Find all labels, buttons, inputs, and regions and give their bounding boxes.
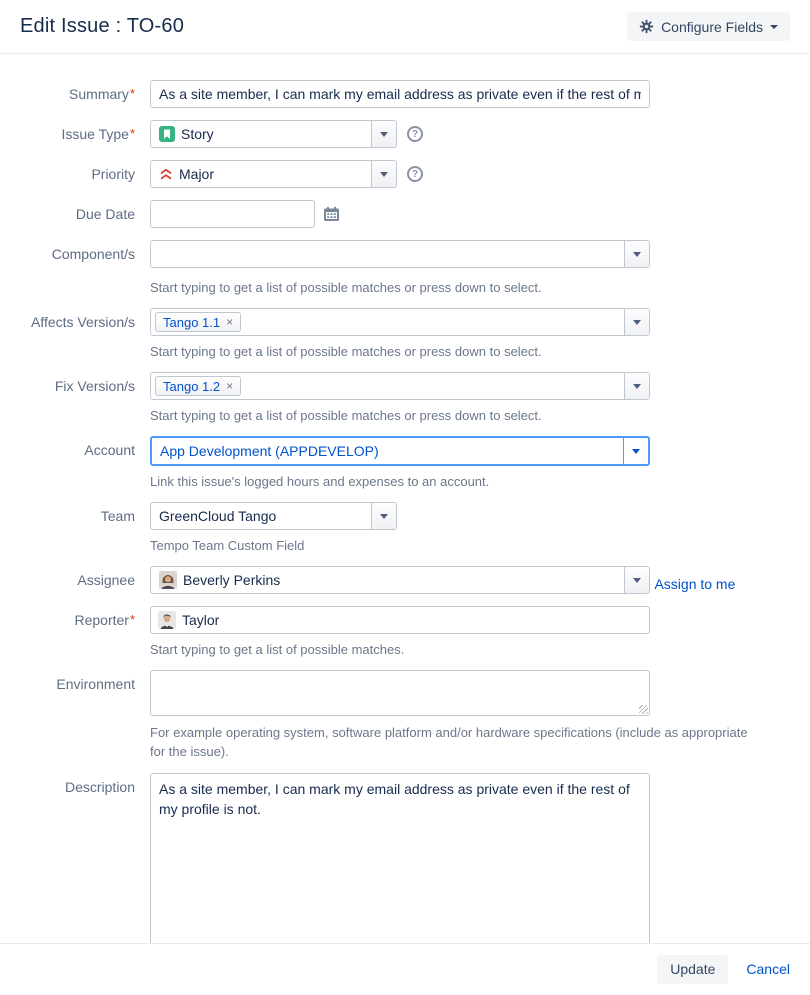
remove-tag-icon[interactable]: × — [226, 315, 234, 329]
reporter-row — [0, 606, 810, 658]
dialog-footer — [0, 944, 810, 994]
calendar-icon[interactable] — [323, 206, 340, 227]
remove-tag-icon[interactable]: × — [226, 379, 234, 393]
description-textarea[interactable] — [150, 773, 650, 944]
fix-versions-label: Fix Version/s — [54, 378, 135, 394]
components-dropdown-button[interactable] — [624, 241, 649, 267]
chevron-down-icon — [633, 384, 641, 389]
affects-versions-dropdown-button[interactable] — [624, 309, 649, 335]
environment-textarea[interactable] — [150, 670, 650, 716]
chevron-down-icon — [380, 514, 388, 519]
team-row — [0, 502, 810, 554]
story-type-icon — [159, 126, 175, 142]
reporter-help-text: Start typing to get a list of possible matches. — [150, 642, 405, 657]
dialog-header — [0, 0, 810, 54]
chevron-down-icon — [633, 578, 641, 583]
fix-versions-row — [0, 372, 810, 424]
environment-label: Environment — [56, 676, 135, 692]
configure-fields-label: Configure Fields — [661, 18, 763, 35]
account-select[interactable] — [150, 436, 650, 466]
help-icon[interactable] — [407, 166, 423, 182]
description-row — [0, 773, 810, 944]
chevron-down-icon — [380, 172, 388, 177]
priority-dropdown-button[interactable] — [371, 161, 396, 187]
priority-select[interactable] — [150, 160, 397, 188]
edit-issue-form — [0, 54, 810, 944]
required-marker: * — [129, 126, 135, 141]
assignee-value: Beverly Perkins — [183, 572, 281, 588]
reporter-label: Reporter* — [74, 612, 135, 628]
assignee-select[interactable] — [150, 566, 650, 594]
version-tag-label: Tango 1.2 — [163, 378, 221, 394]
due-date-input[interactable] — [150, 200, 315, 228]
assign-to-me-link[interactable]: Assign to me — [654, 576, 736, 592]
reporter-value: Taylor — [182, 612, 220, 628]
fix-versions-dropdown-button[interactable] — [624, 373, 649, 399]
summary-label: Summary* — [69, 86, 135, 102]
issue-type-label: Issue Type* — [61, 126, 135, 142]
configure-fields-button[interactable] — [627, 12, 790, 41]
issue-type-row — [0, 120, 810, 148]
account-dropdown-button[interactable] — [623, 438, 648, 464]
priority-major-icon — [159, 167, 173, 181]
assignee-dropdown-button[interactable] — [624, 567, 649, 593]
team-value: GreenCloud Tango — [159, 508, 277, 524]
chevron-down-icon — [380, 132, 388, 137]
team-dropdown-button[interactable] — [371, 503, 396, 529]
team-label: Team — [100, 508, 135, 524]
team-help-text: Tempo Team Custom Field — [150, 538, 305, 553]
account-value: App Development (APPDEVELOP) — [160, 443, 379, 459]
chevron-down-icon — [770, 25, 778, 29]
components-picker[interactable] — [150, 240, 650, 268]
priority-value: Major — [179, 166, 215, 182]
affects-versions-picker[interactable] — [150, 308, 650, 336]
components-label: Component/s — [51, 246, 135, 262]
chevron-down-icon — [633, 320, 641, 325]
due-date-row — [0, 200, 810, 228]
affects-versions-label: Affects Version/s — [30, 314, 135, 330]
version-tag[interactable] — [155, 312, 241, 332]
account-label: Account — [84, 442, 135, 458]
affects-versions-row — [0, 308, 810, 360]
description-label: Description — [64, 779, 135, 795]
page-title: Edit Issue : TO-60 — [20, 15, 185, 37]
update-button[interactable]: Update — [657, 955, 728, 984]
components-row — [0, 240, 810, 296]
summary-row — [0, 80, 810, 108]
summary-input[interactable] — [150, 80, 650, 108]
resize-handle[interactable] — [639, 705, 648, 714]
environment-row — [0, 670, 810, 761]
fix-versions-help-text: Start typing to get a list of possible matches or press down to select. — [150, 408, 542, 423]
reporter-avatar — [158, 611, 176, 629]
assignee-row — [0, 566, 810, 594]
affects-versions-help-text: Start typing to get a list of possible matches or press down to select. — [150, 344, 542, 359]
required-marker: * — [129, 612, 135, 627]
required-marker: * — [129, 86, 135, 101]
account-help-text: Link this issue's logged hours and expenses to an account. — [150, 474, 490, 489]
issue-type-select[interactable] — [150, 120, 397, 148]
account-row — [0, 436, 810, 490]
cancel-link[interactable]: Cancel — [746, 961, 790, 977]
due-date-label: Due Date — [75, 206, 135, 222]
issue-type-dropdown-button[interactable] — [371, 121, 396, 147]
chevron-down-icon — [633, 252, 641, 257]
components-value — [151, 241, 624, 267]
chevron-down-icon — [632, 449, 640, 454]
help-icon[interactable] — [407, 126, 423, 142]
version-tag[interactable] — [155, 376, 241, 396]
components-help-text: Start typing to get a list of possible matches or press down to select. — [150, 280, 542, 295]
priority-row — [0, 160, 810, 188]
environment-help-text: For example operating system, software platform and/or hardware specifications (include as appropriate for the issue). — [150, 725, 748, 759]
priority-label: Priority — [91, 166, 135, 182]
version-tag-label: Tango 1.1 — [163, 314, 221, 330]
fix-versions-picker[interactable] — [150, 372, 650, 400]
issue-type-value: Story — [181, 126, 214, 142]
reporter-input[interactable] — [150, 606, 650, 634]
assignee-avatar — [159, 571, 177, 589]
assignee-label: Assignee — [77, 572, 135, 588]
team-select[interactable] — [150, 502, 397, 530]
gear-icon — [639, 19, 654, 34]
